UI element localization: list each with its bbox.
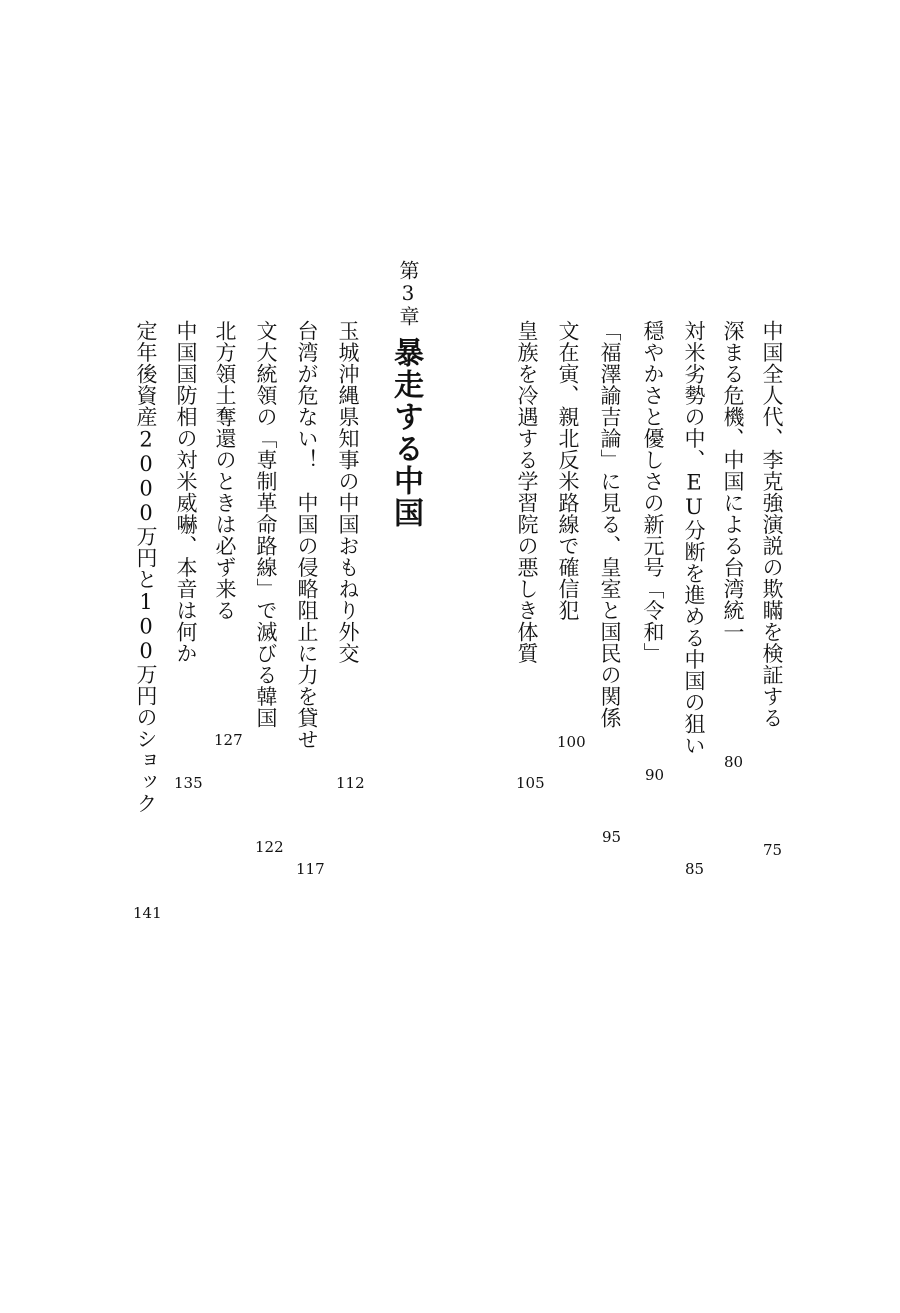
toc-entry-title: 定年後資産2000万円と100万円のショック	[134, 320, 158, 814]
toc-entry-page: 122	[255, 838, 284, 856]
toc-entry-title: 皇族を冷遇する学習院の悪しき体質	[515, 320, 539, 664]
toc-entry-title: 対米劣勢の中、EU分断を進める中国の狙い	[682, 320, 706, 756]
toc-entry-title: 「福澤諭吉論」に見る、皇室と国民の関係	[598, 320, 622, 729]
toc-entry-page: 80	[724, 753, 744, 771]
chapter-title: 暴走する中国	[388, 337, 423, 529]
toc-entry-title: 深まる危機、中国による台湾統一	[721, 320, 745, 643]
toc-entry-page: 95	[602, 828, 622, 846]
toc-entry-page: 127	[214, 731, 243, 749]
chapter-label: 第3章	[396, 260, 420, 327]
toc-entry-page: 90	[645, 766, 665, 784]
toc-entry-title: 中国全人代、李克強演説の欺瞞を検証する	[760, 320, 784, 729]
toc-entry-title: 文在寅、親北反米路線で確信犯	[556, 320, 580, 621]
toc-entry-page: 100	[557, 733, 586, 751]
toc-entry-page: 112	[336, 774, 365, 792]
toc-entry-title: 玉城沖縄県知事の中国おもねり外交	[336, 320, 360, 664]
toc-entry-title: 穏やかさと優しさの新元号「令和」	[641, 320, 665, 664]
toc-entry-title: 台湾が危ない！ 中国の侵略阻止に力を貸せ	[295, 320, 319, 750]
toc-entry-page: 105	[516, 774, 545, 792]
toc-entry-page: 135	[174, 774, 203, 792]
toc-entry-page: 75	[763, 841, 783, 859]
toc-entry-title: 文大統領の「専制革命路線」で滅びる韓国	[254, 320, 278, 729]
toc-entry-page: 85	[685, 860, 705, 878]
toc-entry-title: 北方領土奪還のときは必ず来る	[213, 320, 237, 621]
toc-entry-page: 141	[133, 904, 162, 922]
toc-entry-title: 中国国防相の対米威嚇、本音は何か	[174, 320, 198, 664]
toc-entry-page: 117	[296, 860, 325, 878]
